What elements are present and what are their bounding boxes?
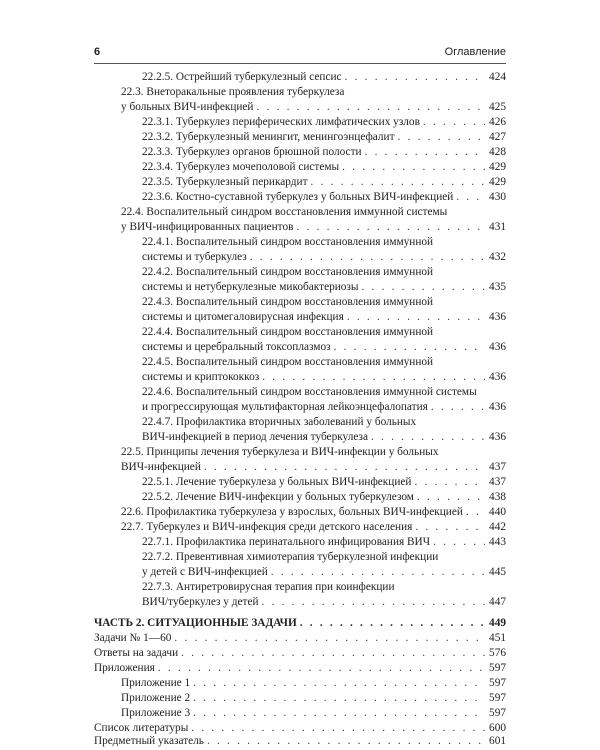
toc-entry: Список литературы . . . 600 xyxy=(94,721,506,736)
toc-entry: 22.4.2. Воспалительный синдром восстановления иммунной xyxy=(142,266,434,278)
toc-entry: 22.7.1. Профилактика перинатального инфицирования ВИЧ . . . 443 xyxy=(142,535,506,550)
header-rule xyxy=(94,63,506,64)
toc-entry: 22.4.5. Воспалительный синдром восстановления иммунной xyxy=(142,356,434,368)
toc-entry: Задачи № 1—60 . . . 451 xyxy=(94,631,506,646)
toc-entry: системы и цитомегаловирусная инфекция . . . 436 xyxy=(142,310,506,325)
page-number: 6 xyxy=(94,46,101,58)
toc-entry: у детей с ВИЧ-инфекцией . . . 445 xyxy=(142,565,506,580)
toc-entry: 22.5.2. Лечение ВИЧ-инфекции у больных туберкулезом . . . 438 xyxy=(142,490,506,505)
toc-entry: 22.4. Воспалительный синдром восстановления иммунной системы xyxy=(121,206,448,218)
toc-entry: 22.4.6. Воспалительный синдром восстановления иммунной системы xyxy=(142,386,477,398)
toc-entry: 22.6. Профилактика туберкулеза у взрослых, больных ВИЧ-инфекцией . . . 440 xyxy=(121,505,506,520)
toc-entry: Приложение 2 . . . 597 xyxy=(121,691,506,706)
toc-entry: 22.3.1. Туберкулез периферических лимфатических узлов . . . 426 xyxy=(142,115,506,130)
toc-entry: 22.3. Внеторакальные проявления туберкулеза xyxy=(121,86,345,98)
toc-entry: 22.4.7. Профилактика вторичных заболеваний у больных xyxy=(142,416,417,428)
toc-entry: 22.4.3. Воспалительный синдром восстановления иммунной xyxy=(142,296,434,308)
toc-part-heading: ЧАСТЬ 2. СИТУАЦИОННЫЕ ЗАДАЧИ . . . 449 xyxy=(94,616,506,631)
toc-entry: 22.7. Туберкулез и ВИЧ-инфекция среди детского населения . . . 442 xyxy=(121,520,506,535)
toc-entry: системы и нетуберкулезные микобактериозы . . . 435 xyxy=(142,280,506,295)
toc-entry: 22.3.4. Туберкулез мочеполовой системы . . . 429 xyxy=(142,160,506,175)
toc-entry: Приложение 1 . . . 597 xyxy=(121,676,506,691)
toc-entry: ВИЧ-инфекцией . . . 437 xyxy=(121,460,506,475)
toc-entry: Ответы на задачи . . . 576 xyxy=(94,646,506,661)
toc-entry: 22.7.3. Антиретровирусная терапия при коинфекции xyxy=(142,581,395,593)
toc-entry: 22.3.6. Костно-суставной туберкулез у больных ВИЧ-инфекцией . . . 430 xyxy=(142,190,506,205)
toc-entry: Предметный указатель . . . 601 xyxy=(94,734,506,749)
toc-entry: ВИЧ-инфекцией в период лечения туберкулеза . . . 436 xyxy=(142,430,506,445)
toc-entry: 22.2.5. Острейший туберкулезный сепсис . . . 424 xyxy=(142,70,506,85)
toc-entry: 22.5. Принципы лечения туберкулеза и ВИЧ-инфекции у больных xyxy=(121,446,439,458)
toc-entry: системы и церебральный токсоплазмоз . . . 436 xyxy=(142,340,506,355)
toc-entry: у больных ВИЧ-инфекцией . . . 425 xyxy=(121,100,506,115)
toc-entry: 22.7.2. Превентивная химиотерапия туберкулезной инфекции xyxy=(142,551,439,563)
toc-entry: 22.4.4. Воспалительный синдром восстановления иммунной xyxy=(142,326,434,338)
toc-entry: системы и туберкулез . . . 432 xyxy=(142,250,506,265)
toc-entry: 22.3.2. Туберкулезный менингит, менингоэнцефалит . . . 427 xyxy=(142,130,506,145)
running-title: Оглавление xyxy=(444,46,506,58)
toc-entry: 22.3.3. Туберкулез органов брюшной полости . . . 428 xyxy=(142,145,506,160)
toc-entry: системы и криптококкоз . . . 436 xyxy=(142,370,506,385)
toc-entry: 22.5.1. Лечение туберкулеза у больных ВИЧ-инфекцией . . . 437 xyxy=(142,475,506,490)
toc-entry: Приложения . . . 597 xyxy=(94,661,506,676)
toc-entry: и прогрессирующая мультифакторная лейкоэнцефалопатия . . . 436 xyxy=(142,400,506,415)
toc-entry: 22.4.1. Воспалительный синдром восстановления иммунной xyxy=(142,236,434,248)
toc-entry: 22.3.5. Туберкулезный перикардит . . . 429 xyxy=(142,175,506,190)
toc-entry: ВИЧ/туберкулез у детей . . . 447 xyxy=(142,595,506,610)
toc-entry: Приложение 3 . . . 597 xyxy=(121,706,506,721)
running-header xyxy=(94,46,506,62)
toc-entry: у ВИЧ-инфицированных пациентов . . . 431 xyxy=(121,220,506,235)
